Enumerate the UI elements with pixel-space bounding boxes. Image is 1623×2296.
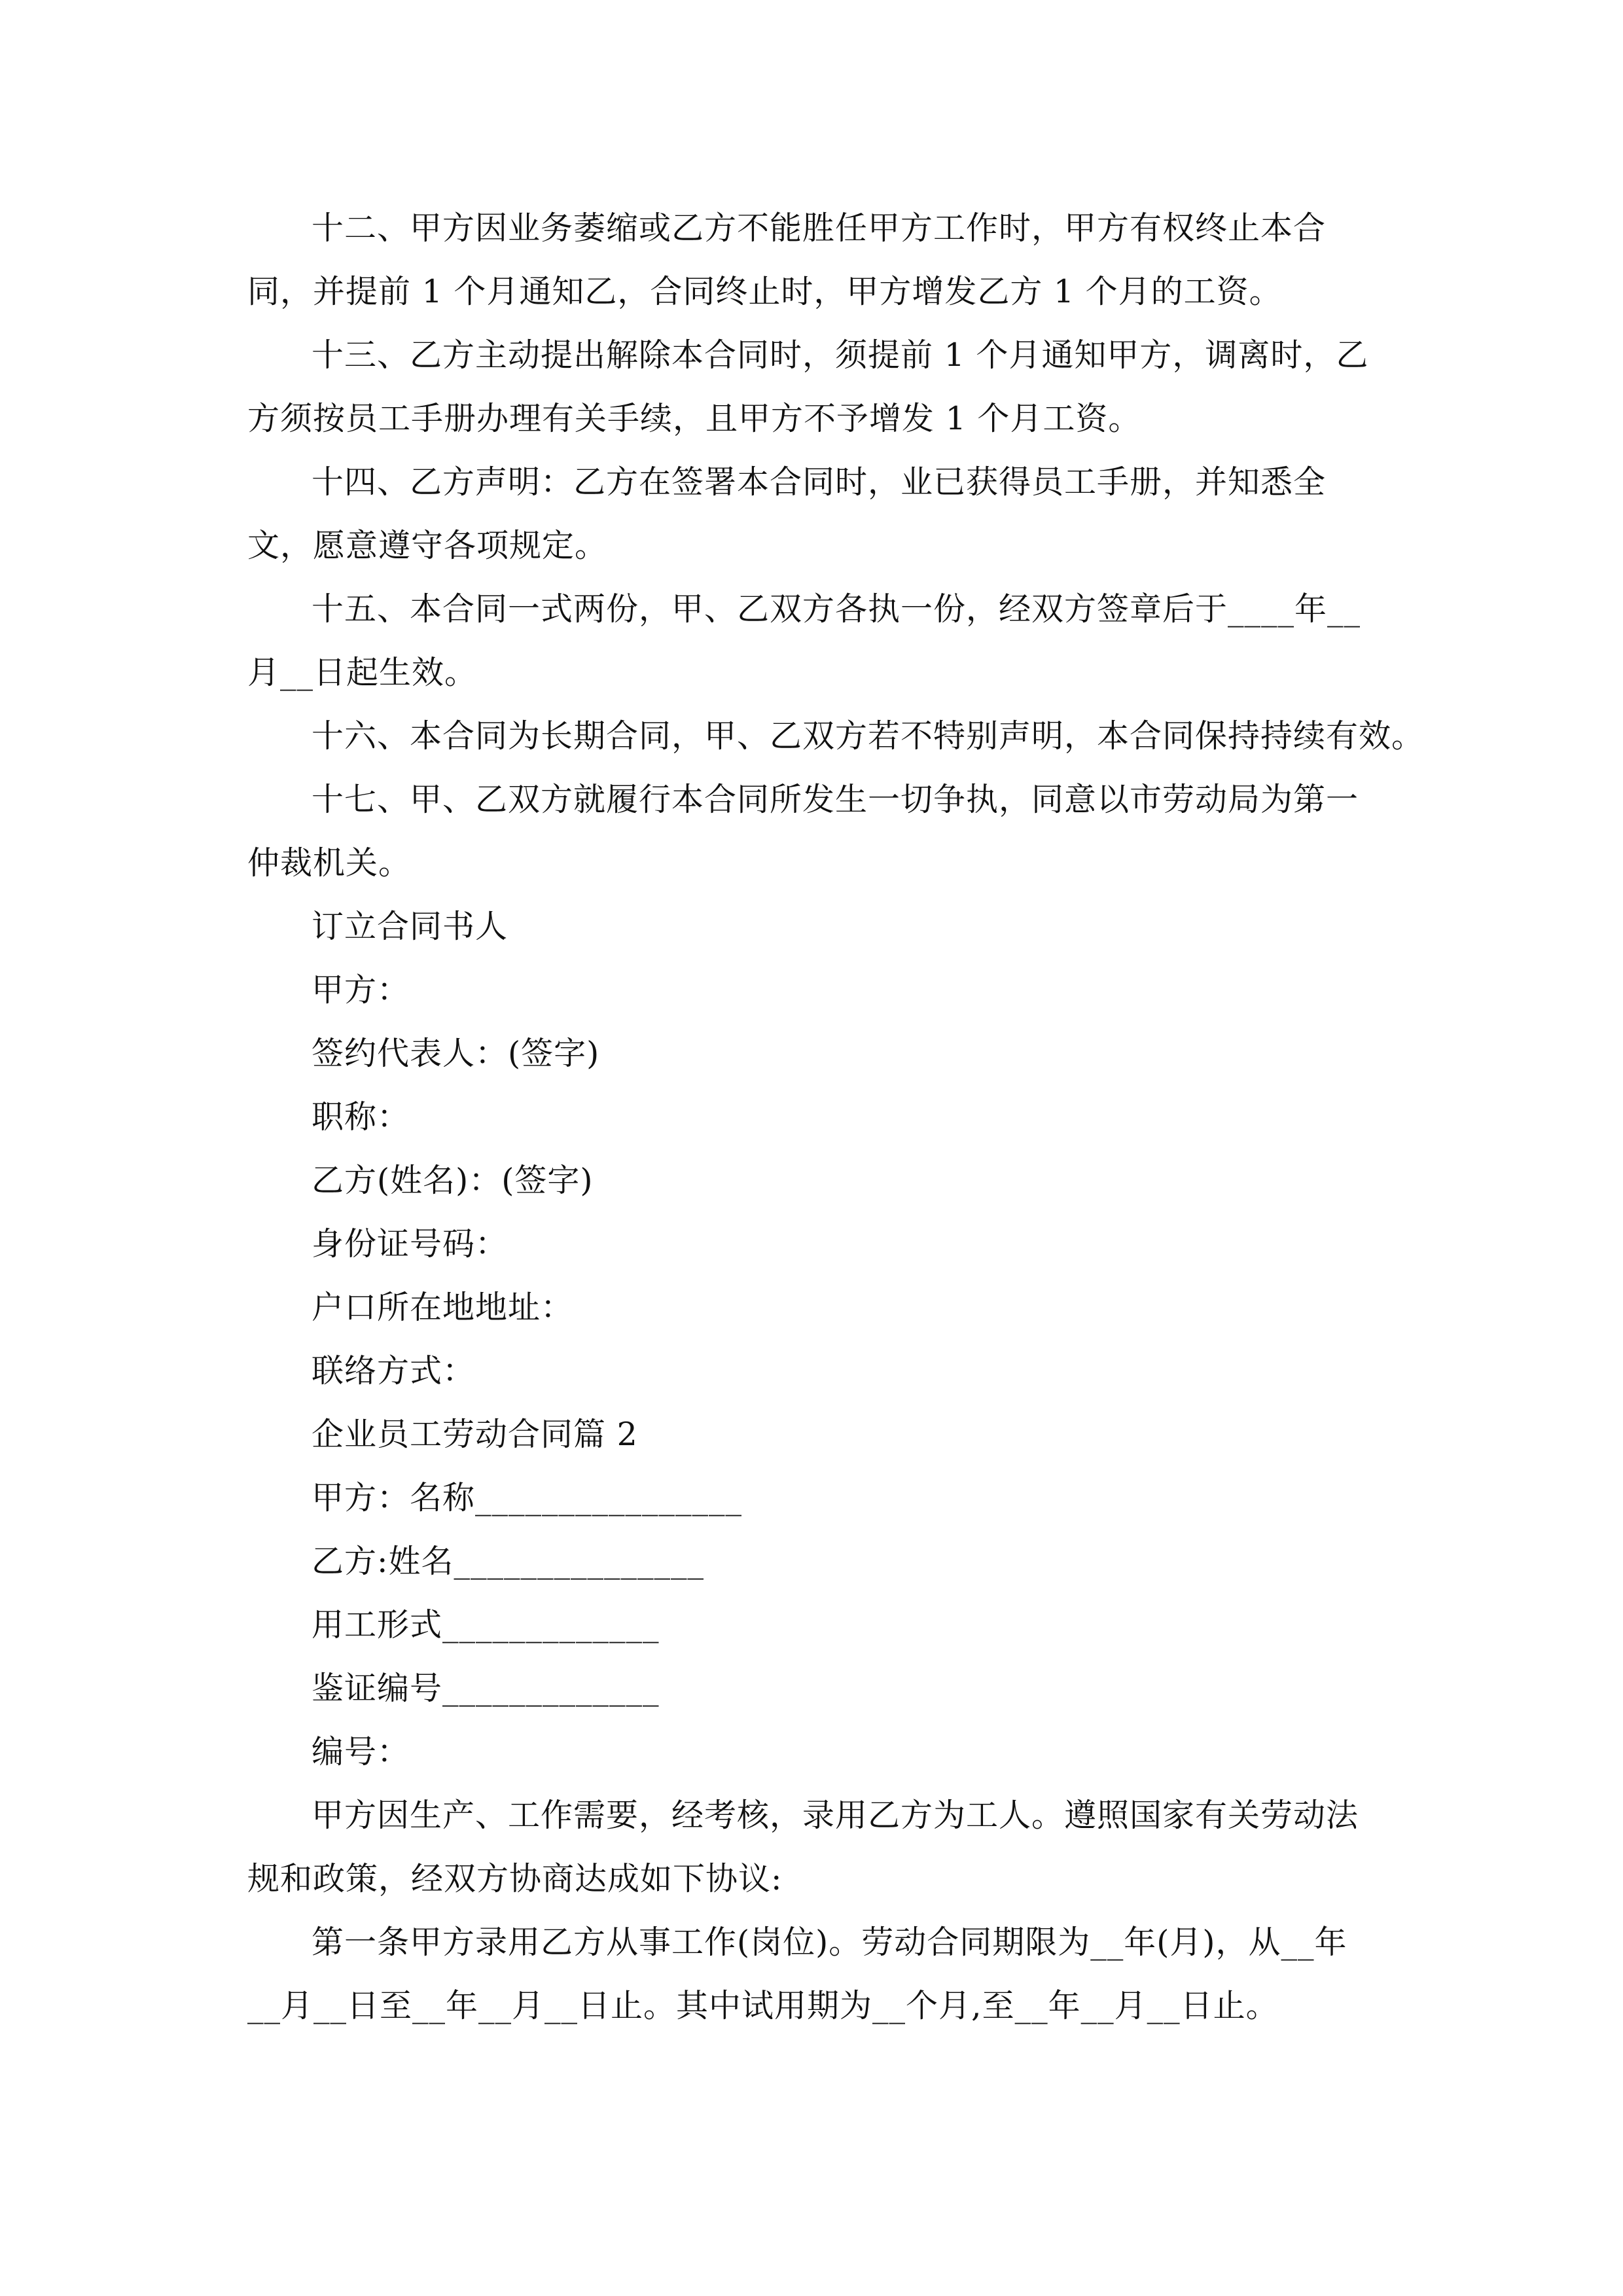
second-party-a-name: 甲方：名称________________ <box>312 1479 743 1516</box>
preamble: 甲方因生产、工作需要，经考核，录用乙方为工人。遵照国家有关劳动法规和政策，经双方协商达成如下协议: <box>247 1797 1359 1897</box>
contract-number: 编号： <box>312 1733 410 1770</box>
household-address-label: 户口所在地地址： <box>312 1289 574 1326</box>
clause-14: 十四、乙方声明：乙方在签署本合同时，业已获得员工手册，并知悉全文，愿意遵守各项规定。 <box>247 463 1327 564</box>
verification-number: 鉴证编号_____________ <box>312 1670 660 1707</box>
second-party-b-name: 乙方:姓名_______________ <box>312 1543 705 1580</box>
clause-12: 十二、甲方因业务萎缩或乙方不能胜任甲方工作时，甲方有权终止本合同，并提前 1 个月通知乙，合同终止时，甲方增发乙方 1 个月的工资。 <box>247 209 1327 310</box>
clause-17: 十七、甲、乙双方就履行本合同所发生一切争执，同意以市劳动局为第一仲裁机关。 <box>247 781 1359 882</box>
signature-heading: 订立合同书人 <box>312 908 508 945</box>
clause-13: 十三、乙方主动提出解除本合同时，须提前 1 个月通知甲方，调离时，乙方须按员工手册办理有关手续，且甲方不予增发 1 个月工资。 <box>247 336 1369 437</box>
id-number-label: 身份证号码： <box>312 1225 508 1263</box>
representative-label: 签约代表人：(签字) <box>312 1035 600 1072</box>
clause-15: 十五、本合同一式两份，甲、乙双方各执一份，经双方签章后于____年__月__日起生效。 <box>247 590 1361 691</box>
document-body <box>247 196 1425 2037</box>
clause-16: 十六、本合同为长期合同，甲、乙双方若不特别声明，本合同保持持续有效。 <box>312 717 1425 755</box>
party-b-label: 乙方(姓名)：(签字) <box>312 1162 594 1199</box>
title-label: 职称： <box>312 1098 410 1136</box>
party-a-label: 甲方： <box>312 971 410 1009</box>
article-1: 第一条甲方录用乙方从事工作(岗位)。劳动合同期限为__年(月)，从__年__月__日至__年__月__日止。其中试用期为__个月,至__年__月__日止。 <box>247 1924 1347 2024</box>
second-contract-heading: 企业员工劳动合同篇 2 <box>312 1416 638 1453</box>
employment-form: 用工形式_____________ <box>312 1606 660 1643</box>
contact-label: 联络方式： <box>312 1352 476 1390</box>
